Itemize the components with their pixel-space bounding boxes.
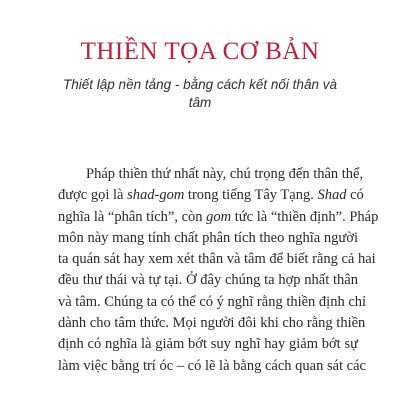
italic-term: shad-gom (127, 187, 185, 204)
text-segment: định có nghĩa là giảm bớt suy nghĩ hay giảm bớt sự (58, 336, 358, 353)
text-segment: và tâm. Chúng ta có thể có ý nghĩ rằng thiền định chỉ (58, 293, 367, 310)
body-paragraph (58, 164, 379, 377)
text-line (58, 292, 367, 313)
text-segment: ta quán sát hay xem xét thân và tâm để biết rằng cả hai (58, 251, 376, 268)
text-segment: dành cho tâm thức. Mọi người đôi khi cho rằng thiền (58, 315, 366, 332)
text-segment: được gọi là (58, 187, 128, 204)
text-line (58, 249, 376, 270)
text-line (58, 228, 358, 249)
text-line (58, 313, 366, 334)
text-segment: trong tiếng Tây Tạng. (184, 187, 318, 204)
text-segment: có (346, 187, 364, 204)
text-segment: đều thư thái và tự tại. Ở đây chúng ta hợp nhất thân (58, 272, 358, 289)
italic-term: gom (206, 208, 232, 225)
text-line (58, 270, 358, 291)
text-line (58, 207, 379, 228)
text-segment: môn này mang tính chất phân tích theo nghĩa người (58, 229, 358, 246)
text-segment: tức là “thiền định”. Pháp (231, 208, 379, 225)
text-line (58, 164, 364, 185)
italic-term: Shad (317, 187, 347, 204)
text-segment: làm việc bằng trí óc – có lẽ là bằng cách quan sát các (58, 357, 366, 374)
chapter-subtitle: Thiết lập nền tảng - bằng cách kết nối thân và tâm (63, 77, 337, 110)
text-segment: nghĩa là “phân tích”, còn (58, 208, 207, 225)
text-line (58, 334, 358, 355)
text-line (58, 356, 366, 377)
text-segment: Pháp thiền thứ nhất này, chú trọng đến thân thể, (86, 166, 364, 182)
text-line (58, 185, 364, 206)
chapter-title: THIỀN TỌA CƠ BẢN (80, 38, 320, 65)
